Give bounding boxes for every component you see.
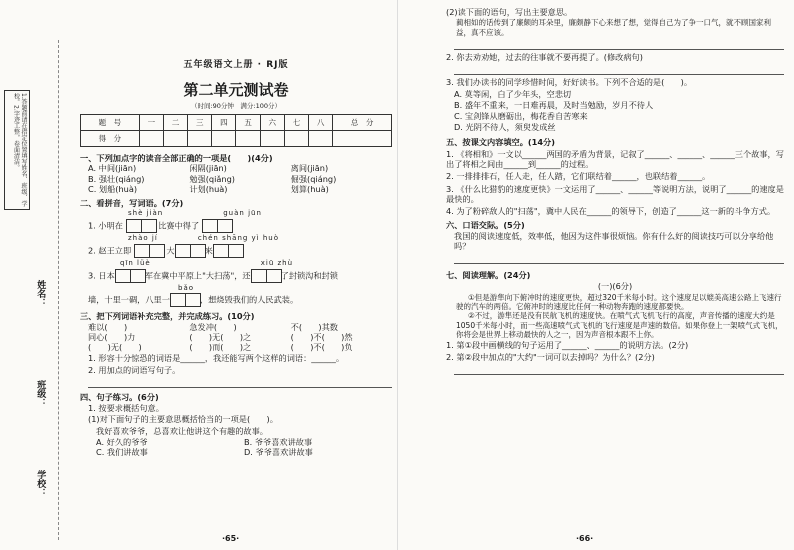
page-title: 第二单元测试卷 xyxy=(183,81,289,100)
s4-question-1: 1. 按要求概括句意。 xyxy=(88,403,164,414)
r-q3-d: D. 光阴不待人，须臾发成丝 xyxy=(454,122,556,133)
answer-line[interactable] xyxy=(454,253,784,264)
right-page xyxy=(397,0,794,550)
right-content xyxy=(446,6,784,377)
page-number-left: ·65· xyxy=(222,534,240,543)
s7-paragraph-2: ②不过，游隼还是没有民航飞机的速度快。在喷气式飞机飞行的高度，声音传播的速度大约是1050千米每小时，而一些高速喷气式飞机的飞行速度是声速的数倍。如果你登上一架喷气式飞机，你将会是世界上移动最快的人之一，因为声音根本跟不上你。 xyxy=(456,311,783,339)
s3-question-2: 2. 用加点的词语写句子。 xyxy=(88,364,181,375)
score-header-cell: 总 分 xyxy=(333,115,392,131)
s5-question-4: 4. 为了粉碎敌人的"扫荡"，冀中人民在______的领导下，创造了______这一新的斗争方式。 xyxy=(446,206,776,216)
pinyin-1b: guàn jūn xyxy=(223,209,262,218)
answer-line[interactable] xyxy=(88,377,392,388)
s3-question-1: 1. 形容十分惊恐的词语是______，我还能写两个这样的词语：______。 xyxy=(88,353,345,364)
binding-margin xyxy=(0,0,66,550)
r-q2: 2. 你去劝劝她，过去的往事就不要再提了。(修改病句) xyxy=(446,52,643,62)
class-label: 班级： xyxy=(35,380,46,407)
r-q1: (2)读下面的语句，写出主要意思。 xyxy=(446,7,573,17)
r-q3-c: C. 宝剑锋从磨砺出，梅花香自苦寒来 xyxy=(454,111,588,121)
q2-2-text: 2. 赵王立即 xyxy=(88,245,132,256)
answer-line[interactable] xyxy=(454,364,784,375)
r-q3: 3. 我们办读书的同学珍惜时间，好好读书。下列不合适的是( )。 xyxy=(446,77,693,88)
s3-row-1 xyxy=(80,322,392,332)
s4-option-a: A. 好久的爷爷 xyxy=(96,436,148,447)
section-4-heading: 四、句子练习。(6分) xyxy=(80,391,159,402)
q2-2-text-b: 大 xyxy=(166,245,175,256)
score-header-cell: 三 xyxy=(188,115,212,131)
score-cell[interactable] xyxy=(236,131,260,147)
q2-2-text-c: 来 xyxy=(204,245,213,256)
score-header-cell: 八 xyxy=(309,115,333,131)
pinyin-1: shè jiàn xyxy=(128,209,164,218)
answer-line[interactable] xyxy=(454,39,784,50)
pinyin-4: bǎo xyxy=(178,283,195,292)
s7-question-1: 1. 第①段中画横线的句子运用了______、______的说明方法。(2分) xyxy=(446,340,689,351)
subtitle: 五年级语文上册 · RJ版 xyxy=(183,60,289,70)
pinyin-2b: chén shāng yì huò xyxy=(197,234,280,243)
score-header-cell: 题 号 xyxy=(81,115,140,131)
r-q3-a: A. 莫等闲，白了少年头，空悲切 xyxy=(454,88,572,99)
s1-option-b: B. 强壮(qiáng) xyxy=(88,173,145,184)
score-row-label: 得 分 xyxy=(81,131,140,147)
r-q3-b: B. 盛年不重来，一日难再晨，及时当勉励，岁月不待人 xyxy=(454,99,654,110)
score-header-cell: 二 xyxy=(163,115,187,131)
s1-option-c3: 划算(huà) xyxy=(290,183,329,194)
s7-question-2: 2. 第②段中加点的"大约"一词可以去掉吗？为什么？(2分) xyxy=(446,351,655,362)
q2-3-text-c: 了封锁沟和封锁 xyxy=(280,270,338,281)
s1-option-a3: 离间(jiān) xyxy=(290,163,329,174)
score-header-cell: 七 xyxy=(284,115,308,131)
left-content xyxy=(80,8,392,457)
score-cell[interactable] xyxy=(333,131,392,147)
q2-3-text: 3. 日本 xyxy=(88,270,115,281)
section-7-heading: 七、阅读理解。(24分) xyxy=(446,270,531,280)
score-header-cell: 一 xyxy=(139,115,163,131)
section-5-heading: 五、按课文内容填空。(14分) xyxy=(446,136,555,147)
s4-option-d: D. 爷爷喜欢讲故事 xyxy=(244,447,313,458)
score-cell[interactable] xyxy=(212,131,236,147)
s5-question-2: 2. 一排排排石，任人走，任人踏，它们联结着______，也联结着______。 xyxy=(446,171,711,182)
section-3-heading: 三、把下列词语补充完整，并完成练习。(10分) xyxy=(80,311,255,322)
section-6-heading: 六、口语交际。(5分) xyxy=(446,220,525,231)
score-header-cell: 六 xyxy=(260,115,284,131)
s7-paragraph-1: ①但是游隼向下俯冲时的速度更快，超过320千米每小时。这个速度足以媲美高速公路上飞速行驶的汽车的两倍。它俯冲时的速度比任何一种动物奔跑的速度都要快。 xyxy=(456,292,782,311)
page-number-right: ·66· xyxy=(576,534,594,543)
name-label: 姓名： xyxy=(35,280,46,307)
idiom-blank: 急发冲( ) xyxy=(189,321,237,332)
idiom-blank: ( )而( )之 xyxy=(189,342,252,353)
score-cell[interactable] xyxy=(163,131,187,147)
score-header-cell: 四 xyxy=(212,115,236,131)
idiom-blank: ( )不( )然 xyxy=(290,331,353,342)
pinyin-3: qīn lüè xyxy=(120,258,151,267)
score-header-cell: 五 xyxy=(236,115,260,131)
s4-option-c: C. 我们讲故事 xyxy=(96,447,148,458)
idiom-blank: ( )无( ) xyxy=(88,342,142,353)
q2-3-text-b: 军在冀中平原上"大扫荡"，还 xyxy=(144,270,251,281)
margin-notice: 1.答题前请在指定位置填写姓名、班级、学校。2.字迹工整，卷面清洁。 xyxy=(4,90,30,210)
s3-row-2 xyxy=(80,332,392,342)
exam-meta: （时间:90分钟 满分:100分） xyxy=(190,102,282,110)
s4-quote: 我好喜欢爷爷，总喜欢让他讲这个有趣的故事。 xyxy=(96,425,268,436)
school-label: 学校： xyxy=(35,470,46,497)
s7-part-label: (一)(6分) xyxy=(597,281,633,292)
s6-text: 我国的阅读速度低，效率低，他因为这件事很烦恼。你有什么好的阅读技巧可以分享给他吗？ xyxy=(454,230,774,251)
score-cell[interactable] xyxy=(260,131,284,147)
s1-option-a2: 闲隔(jiān) xyxy=(189,163,227,174)
section-1-heading: 一、下列加点字的读音全部正确的一项是( )(4分) xyxy=(80,153,273,164)
cut-line xyxy=(58,40,59,540)
q2-4-text: 墙，十里一碉，八里一 xyxy=(88,294,170,305)
pinyin-3b: xiū zhù xyxy=(260,258,294,267)
s5-question-1: 1. 《将相和》一文以______两国的矛盾为背景，记叙了______、______、______三个故事，写出了将相之间由______到______的过程。 xyxy=(446,148,784,169)
answer-line[interactable] xyxy=(454,64,784,75)
r-q1-quote: 蔺相如的话传到了廉颇的耳朵里，廉颇静下心来想了想，觉得自己为了争一口气，就不顾国家利益，真不应该。 xyxy=(456,18,771,37)
s5-question-3: 3. 《什么比猎豹的速度更快》一文运用了______、______等说明方法，说明了______的速度是最快的。 xyxy=(446,183,784,204)
s1-option-c2: 计划(huà) xyxy=(189,183,228,194)
score-table xyxy=(80,114,392,147)
s3-row-3 xyxy=(80,342,392,352)
section-2-heading: 二、看拼音，写词语。(7分) xyxy=(80,198,184,209)
q2-4-text-b: ，想烧毁我们的人民武装。 xyxy=(199,294,299,305)
score-cell[interactable] xyxy=(309,131,333,147)
idiom-blank: 同心( )力 xyxy=(88,331,136,342)
idiom-blank: ( )无( )之 xyxy=(189,331,252,342)
pinyin-2: zhào jí xyxy=(128,234,158,243)
idiom-blank: 不( )其数 xyxy=(290,321,338,332)
score-cell[interactable] xyxy=(284,131,308,147)
s4-option-b: B. 爷爷喜欢讲故事 xyxy=(244,436,313,447)
q2-1-text-b: 比赛中得了 xyxy=(158,220,200,231)
s1-option-b3: 倔强(qiáng) xyxy=(290,173,337,184)
s1-option-c: C. 划船(huà) xyxy=(88,183,138,194)
idiom-blank: 难以( ) xyxy=(88,321,128,332)
s1-option-b2: 勉强(qiǎng) xyxy=(189,173,235,184)
s1-option-a: A. 中间(jiān) xyxy=(88,163,137,174)
score-cell[interactable] xyxy=(139,131,163,147)
q2-1-text: 1. 小明在 xyxy=(88,220,123,231)
idiom-blank: ( )不( )负 xyxy=(290,342,353,353)
score-cell[interactable] xyxy=(188,131,212,147)
s4-question-1a: (1)对下面句子的主要意思概括恰当的一项是( )。 xyxy=(88,414,278,425)
